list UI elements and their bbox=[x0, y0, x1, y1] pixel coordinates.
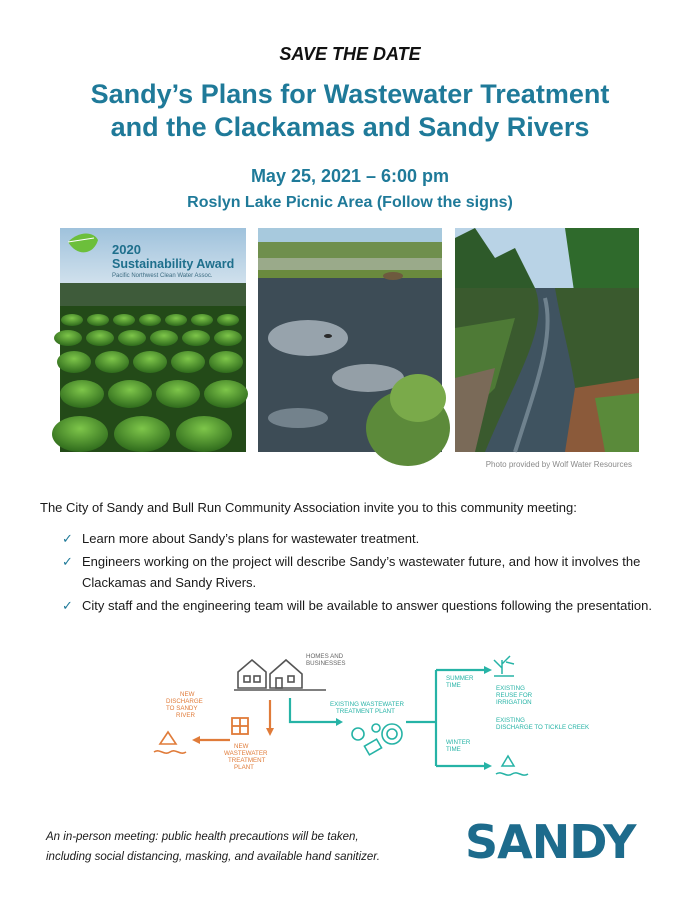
title-line-2: and the Clackamas and Sandy Rivers bbox=[110, 112, 590, 142]
event-date-time: May 25, 2021 – 6:00 pm bbox=[250, 166, 450, 186]
irrigation-icon bbox=[494, 656, 514, 676]
list-item: ✓ Learn more about Sandy’s plans for wastewater treatment. bbox=[62, 528, 652, 549]
bullet-list bbox=[62, 528, 652, 618]
new-discharge-label: NEW DISCHARGE TO SANDY RIVER bbox=[166, 691, 203, 719]
mountain-icon bbox=[503, 825, 537, 861]
checkmark-icon: ✓ bbox=[62, 598, 73, 613]
existing-plant-label: EXISTING WASTEWATER TREATMENT PLANT bbox=[330, 701, 405, 715]
flow-arrow bbox=[406, 670, 436, 766]
checkmark-icon: ✓ bbox=[62, 531, 73, 546]
sandy-logo bbox=[465, 817, 655, 867]
event-location: Roslyn Lake Picnic Area (Follow the signs) bbox=[187, 194, 513, 211]
tickle-label: EXISTING DISCHARGE TO TICKLE CREEK bbox=[496, 717, 590, 731]
save-the-date: SAVE THE DATE bbox=[279, 44, 421, 64]
footer-line-1: An in-person meeting: public health precautions will be taken, bbox=[46, 831, 359, 843]
river-discharge-icon bbox=[154, 732, 186, 753]
farm-field-photo bbox=[60, 228, 246, 452]
reuse-label: EXISTING REUSE FOR IRRIGATION bbox=[496, 685, 533, 706]
list-item: ✓ Engineers working on the project will describe Sandy’s wastewater future, and how it involves the Clackamas and Sandy Rivers. bbox=[62, 551, 652, 593]
existing-plant-icon bbox=[352, 724, 402, 755]
winter-label: WINTER TIME bbox=[446, 739, 471, 753]
footer-notice bbox=[46, 827, 446, 867]
award-name: Sustainability Award bbox=[112, 257, 235, 271]
river-photo bbox=[455, 228, 639, 452]
award-subtitle: Pacific Northwest Clean Water Assoc. bbox=[112, 273, 213, 279]
page-title bbox=[0, 78, 700, 144]
award-year: 2020 bbox=[112, 242, 141, 257]
photo-credit: Photo provided by Wolf Water Resources bbox=[485, 460, 632, 469]
new-plant-label: NEW WASTEWATER TREATMENT PLANT bbox=[224, 743, 268, 771]
intro-text: The City of Sandy and Bull Run Community Association invite you to this community meeting: bbox=[40, 500, 577, 515]
new-plant-icon bbox=[232, 718, 248, 734]
checkmark-icon: ✓ bbox=[62, 554, 73, 569]
wastewater-flow-diagram bbox=[130, 648, 590, 788]
footer-line-2: including social distancing, masking, and available hand sanitizer. bbox=[46, 851, 380, 863]
summer-label: SUMMER TIME bbox=[446, 675, 474, 689]
lake-photo bbox=[258, 228, 442, 452]
logo-text: SANDY bbox=[465, 815, 636, 869]
title-line-1: Sandy’s Plans for Wastewater Treatment bbox=[90, 79, 610, 109]
list-item: ✓ City staff and the engineering team will be available to answer questions following the presentation. bbox=[62, 595, 652, 616]
homes-label: HOMES AND BUSINESSES bbox=[306, 653, 346, 667]
creek-icon bbox=[496, 756, 528, 775]
